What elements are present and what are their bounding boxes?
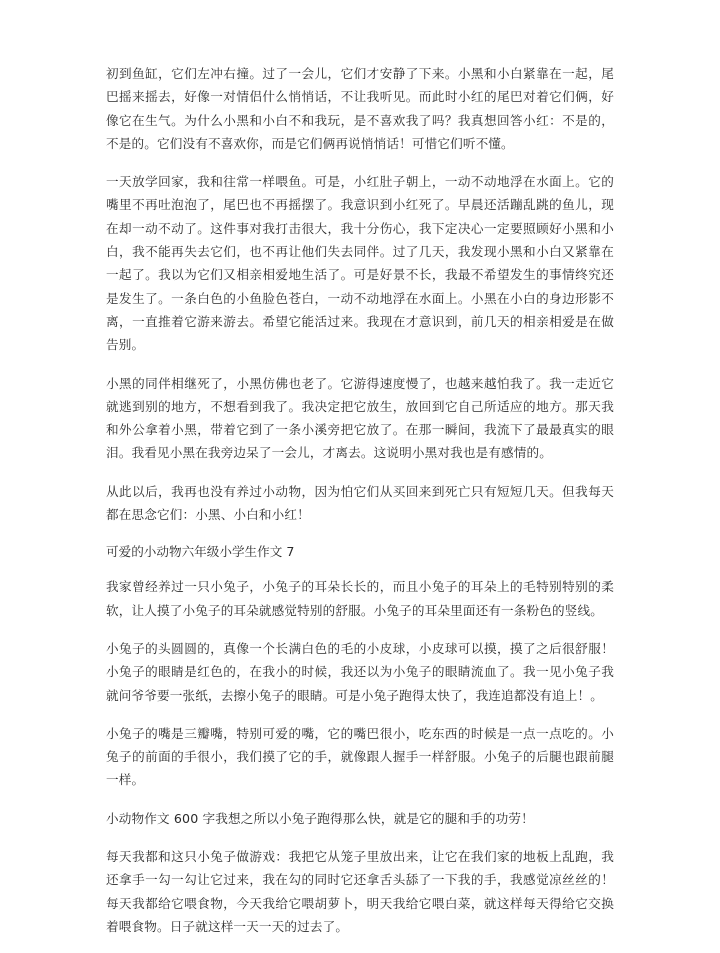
essay-title-7: 可爱的小动物六年级小学生作文 7 xyxy=(106,544,295,560)
paragraph-rabbit-legs: 小动物作文 600 字我想之所以小兔子跑得那么快，就是它的腿和手的功劳！ xyxy=(106,810,534,826)
paragraph-rabbit-games: 每天我都和这只小兔子做游戏：我把它从笼子里放出来，让它在我们家的地板上乱跑，我还拿手一勾一勾让它过来，我在勾的同时它还拿舌头舔了一下我的手，我感觉凉丝丝的！每天我都给它喂食物，今天我给它喂胡萝卜，明天我给它喂白菜，就这样每天得给它交换着喂食物。日子就这样一天一天的过去了。 xyxy=(106,849,614,934)
paragraph-black-fish-released: 小黑的同伴相继死了，小黑仿佛也老了。它游得速度慢了，也越来越怕我了。我一走近它就逃到别的地方，不想看到我了。我决定把它放生，放回到它自己所适应的地方。那天我和外公拿着小黑，带着它到了一条小溪旁把它放了。在那一瞬间，我流下了最最真实的眼泪。我看见小黑在我旁边呆了一会儿，才离去。这说明小黑对我也是有感情的。 xyxy=(106,375,614,461)
paragraph-goldfish-arrival: 初到鱼缸，它们左冲右撞。过了一会儿，它们才安静了下来。小黑和小白紧靠在一起，尾巴摇来摇去，好像一对情侣什么悄悄话，不让我听见。而此时小红的尾巴对着它们俩，好像它在生气。为什么小黑和小白不和我玩，是不喜欢我了吗？我真想回答小红：不是的，不是的。它们没有不喜欢你，而是它们俩再说悄悄话！可惜它们听不懂。 xyxy=(106,66,614,151)
paragraph-rabbit-mouth: 小兔子的嘴是三瓣嘴，特别可爱的嘴，它的嘴巴很小，吃东西的时候是一点一点吃的。小兔子的前面的手很小，我们摸了它的手，就像跟人握手一样舒服。小兔子的后腿也跟前腿一样。 xyxy=(106,725,614,788)
document-page xyxy=(106,62,614,953)
paragraph-rabbit-head-eyes: 小兔子的头圆圆的，真像一个长满白色的毛的小皮球，小皮球可以摸，摸了之后很舒服！小兔子的眼睛是红色的，在我小的时候，我还以为小兔子的眼睛流血了。我一见小兔子我就问爷爷要一张纸，去擦小兔子的眼睛。可是小兔子跑得太快了，我连追都没有追上！。 xyxy=(106,640,614,703)
paragraph-rabbit-ears: 我家曾经养过一只小兔子，小兔子的耳朵长长的，而且小兔子的耳朵上的毛特别特别的柔软，让人摸了小兔子的耳朵就感觉特别的舒服。小兔子的耳朵里面还有一条粉色的竖线。 xyxy=(106,579,614,618)
paragraph-red-fish-dies: 一天放学回家，我和往常一样喂鱼。可是，小红肚子朝上，一动不动地浮在水面上。它的嘴里不再吐泡泡了，尾巴也不再摇摆了。我意识到小红死了。早晨还活蹦乱跳的鱼儿，现在却一动不动了。这件事对我打击很大，我十分伤心，我下定决心一定要照顾好小黑和小白，我不能再失去它们，也不再让他们失去同伴。过了几天，我发现小黑和小白又紧靠在一起了。我以为它们又相亲相爱地生活了。可是好景不长，我最不希望发生的事情终究还是发生了。一条白色的小鱼脸色苍白，一动不动地浮在水面上。小黑在小白的身边形影不离，一直推着它游来游去。希望它能活过来。我现在才意识到，前几天的相亲相爱是在做告别。 xyxy=(106,174,614,353)
paragraph-missing-fish: 从此以后，我再也没有养过小动物，因为怕它们从买回来到死亡只有短短几天。但我每天都在思念它们：小黑、小白和小红！ xyxy=(106,483,614,523)
